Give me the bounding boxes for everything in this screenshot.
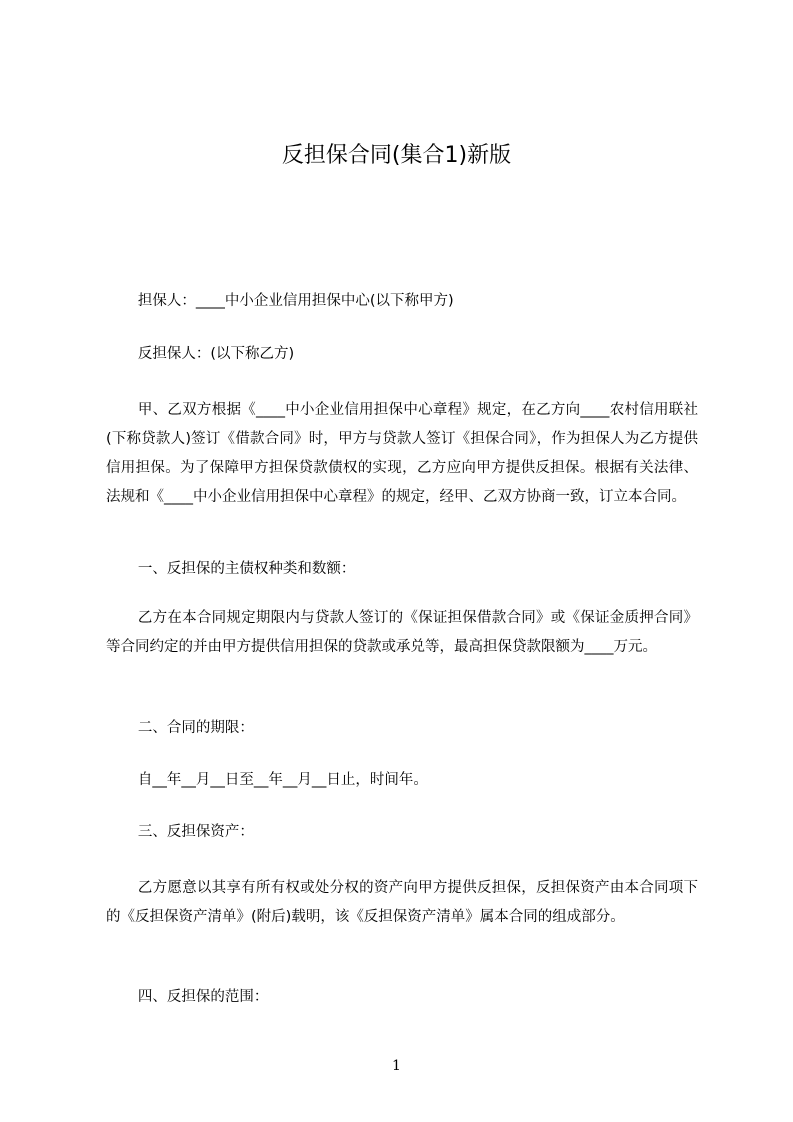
section-3-heading: 三、反担保资产： xyxy=(137,824,254,840)
section-1-body: 乙方在本合同规定期限内与贷款人签订的《保证担保借款合同》或《保证金质押合同》等合同约定的并由甲方提供信用担保的贷款或承兑等，最高担保贷款限额为____万元。 xyxy=(106,610,698,655)
guarantor-line: 担保人：____中小企业信用担保中心(以下称甲方) xyxy=(137,293,454,309)
section-1-heading: 一、反担保的主债权种类和数额： xyxy=(137,561,356,577)
section-3-body: 乙方愿意以其享有所有权或处分权的资产向甲方提供反担保，反担保资产由本合同项下的《反担保资产清单》(附后)载明，该《反担保资产清单》属本合同的组成部分。 xyxy=(106,880,698,925)
section-2-body: 自__年__月__日至__年__月__日止，时间年。 xyxy=(137,772,428,788)
section-4-heading: 四、反担保的范围： xyxy=(137,989,269,1005)
document-title: 反担保合同(集合1)新版 xyxy=(281,143,512,168)
section-2-heading: 二、合同的期限： xyxy=(137,720,254,736)
counter-guarantor-line: 反担保人：(以下称乙方) xyxy=(137,346,295,362)
preamble-paragraph: 甲、乙双方根据《____中小企业信用担保中心章程》规定，在乙方向____农村信用联社(下称贷款人)签订《借款合同》时，甲方与贷款人签订《担保合同》，作为担保人为乙方提供信用担保。为了保障甲方担保贷款债权的实现，乙方应向甲方提供反担保。根据有关法律、法规和《____中小企业信用担保中心章程》的规定，经甲、乙双方协商一致，订立本合同。 xyxy=(106,402,698,505)
page-number: 1 xyxy=(392,1058,401,1074)
